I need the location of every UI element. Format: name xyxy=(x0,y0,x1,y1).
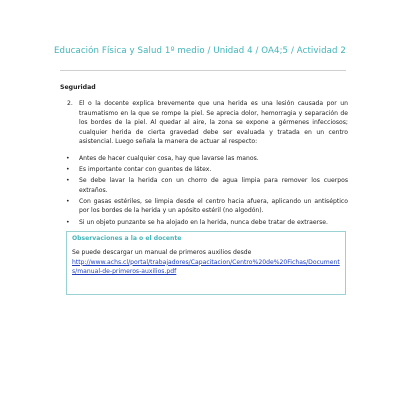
observations-box xyxy=(66,231,346,295)
list-item-text: Antes de hacer cualquier cosa, hay que lavarse las manos. xyxy=(79,155,259,162)
manual-download-link[interactable]: http://www.achs.cl/portal/trabajadores/Capacitacion/Centro%20de%20Fichas/Documents/manual-de-primeros-auxilios.pdf xyxy=(72,258,340,276)
bullet-list xyxy=(60,154,348,229)
observations-title: Observaciones a la o el docente xyxy=(72,235,182,242)
observations-body xyxy=(72,248,342,277)
list-item xyxy=(60,165,348,175)
bullet-icon: • xyxy=(66,177,70,185)
list-item-text: Se debe lavar la herida con un chorro de agua limpia para remover los cuerpos extraños. xyxy=(79,177,348,194)
list-item-text: Si un objeto punzante se ha alojado en la herida, nunca debe tratar de extraerse. xyxy=(79,218,328,226)
list-item-text: Es importante contar con guantes de látex. xyxy=(79,166,212,174)
list-item xyxy=(60,197,348,216)
section-title: Seguridad xyxy=(60,84,96,91)
list-item xyxy=(60,218,348,228)
item-number: 2. xyxy=(67,100,73,107)
list-item xyxy=(60,176,348,195)
page-header-title: Educación Física y Salud 1º medio / Unidad 4 / OA4;5 / Actividad 2 xyxy=(54,46,346,56)
bullet-icon: • xyxy=(66,155,70,162)
bullet-icon: • xyxy=(66,197,70,205)
bullet-icon: • xyxy=(66,166,70,174)
item-text: El o la docente explica brevemente que una herida es una lesión causada por un traumatismo en la que se rompe la piel. Se aprecia dolor, hemorragia y separación de los bordes de la piel. Al quedar al aire, la zona se expone a gérmenes infecciosos; cualquier herida de cierta gravedad debe ser evaluada y tratada en un centro asistencial. Luego señala la manera de actuar al respecto: xyxy=(79,100,348,146)
list-item-text: Con gasas estériles, se limpia desde el centro hacia afuera, aplicando un antiséptico por los bordes de la herida y un apósito estéril (no algodón). xyxy=(79,197,348,215)
bullet-icon: • xyxy=(66,218,70,226)
observations-text: Se puede descargar un manual de primeros auxilios desde xyxy=(72,249,252,256)
header-divider xyxy=(60,70,346,71)
list-item xyxy=(60,154,348,164)
numbered-item xyxy=(60,99,348,147)
